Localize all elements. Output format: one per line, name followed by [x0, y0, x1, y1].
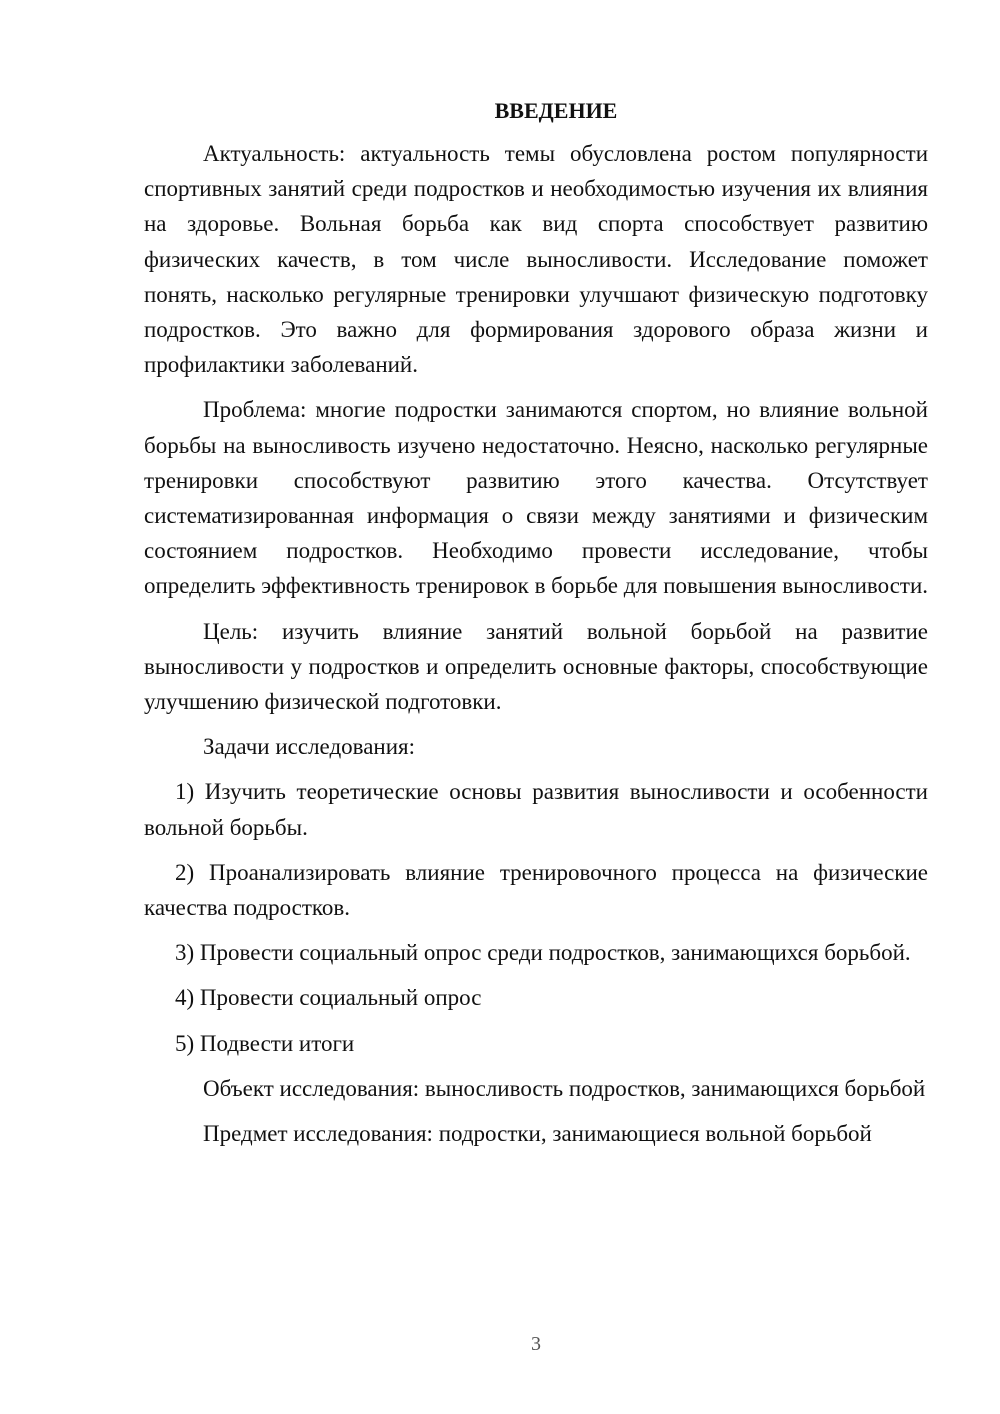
task-item-5: 5) Подвести итоги: [175, 1030, 355, 1056]
task-item-2: 2) Проанализировать влияние тренировочного процесса на физические качества подростков.: [144, 859, 928, 921]
document-body: [144, 94, 928, 1161]
relevance-paragraph: Актуальность: актуальность темы обусловлена ростом популярности спортивных занятий среди подростков и необходимостью изучения их влияния на здоровье. Вольная борьба как вид спорта способствует развитию физических качеств, в том числе выносливости. Исследование поможет понять, насколько регулярные тренировки улучшают физическую подготовку подростков. Это важно для формирования здорового образа жизни и профилактики заболеваний.: [144, 141, 928, 378]
task-item-4: 4) Провести социальный опрос: [175, 985, 482, 1011]
goal-paragraph: Цель: изучить влияние занятий вольной борьбой на развитие выносливости у подростков и определить основные факторы, способствующие улучшению физической подготовки.: [144, 618, 928, 715]
page-title: ВВЕДЕНИЕ: [494, 98, 618, 123]
problem-paragraph: Проблема: многие подростки занимаются спортом, но влияние вольной борьбы на выносливость изучено недостаточно. Неясно, насколько регулярные тренировки способствуют развитию этого качества. Отсутствует систематизированная информация о связи между занятиями и физическим состоянием подростков. Необходимо провести исследование, чтобы определить эффективность тренировок в борьбе для повышения выносливости.: [144, 397, 929, 599]
research-subject-paragraph: Предмет исследования: подростки, занимающиеся вольной борьбой: [203, 1121, 872, 1147]
research-object-paragraph: Объект исследования: выносливость подростков, занимающихся борьбой: [203, 1075, 926, 1101]
page-number: 3: [531, 1333, 541, 1355]
task-item-3: 3) Провести социальный опрос среди подростков, занимающихся борьбой.: [175, 940, 911, 966]
task-item-1: 1) Изучить теоретические основы развития выносливости и особенности вольной борьбы.: [144, 779, 928, 840]
tasks-heading: Задачи исследования:: [203, 734, 416, 760]
